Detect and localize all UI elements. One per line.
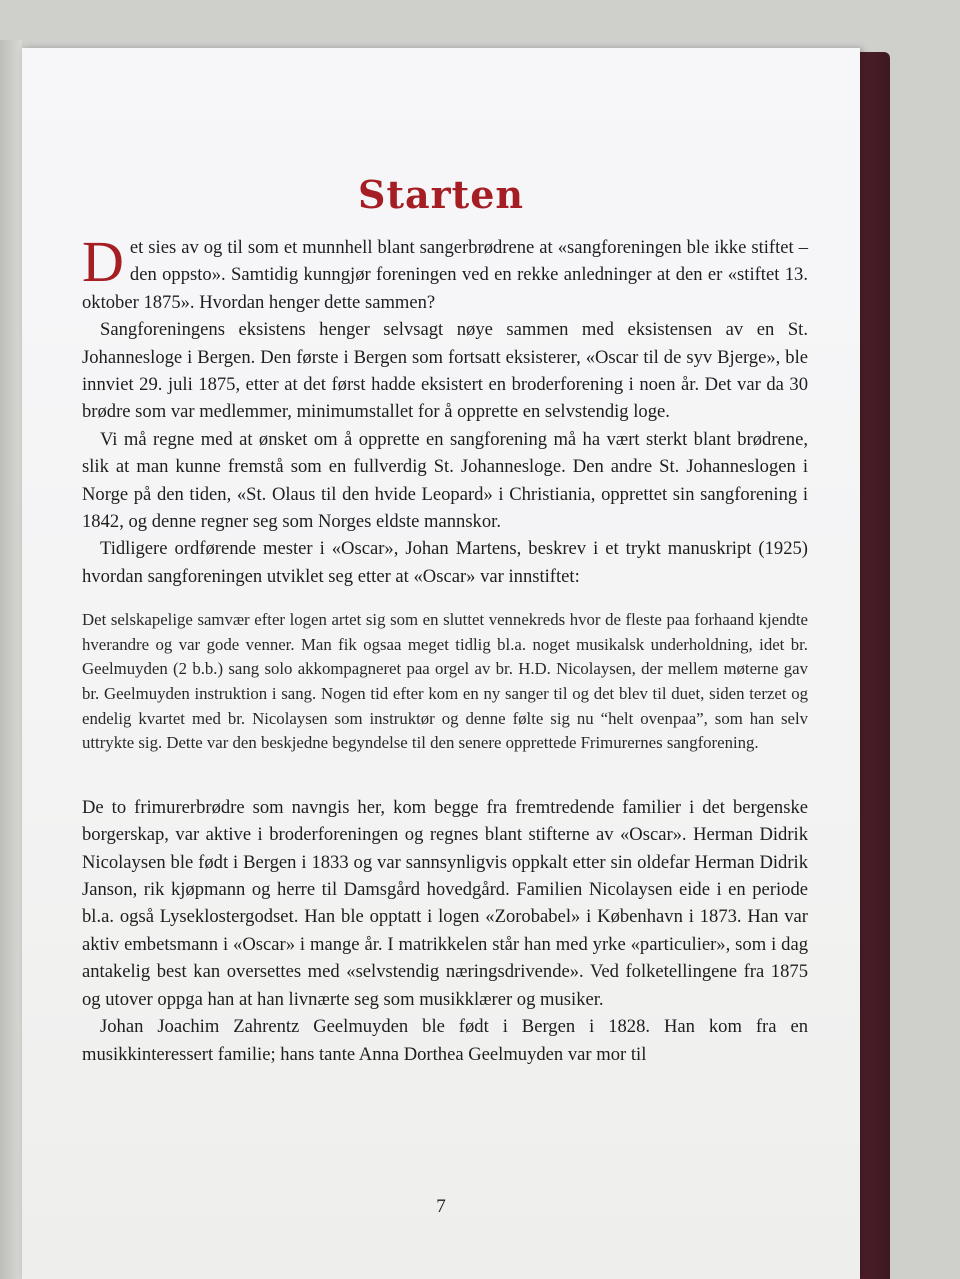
block-quote: Det selskapelige samvær efter logen artet sig som en sluttet vennekreds hvor de fleste paa forhaand kjendte hverandre og var gode venner. Man fik ogsaa meget tidlig bl.a. noget musikalsk underholdning, idet br. Geelmuyden (2 b.b.) sang solo akkompagneret paa orgel av br. H.D. Nicolaysen, der mellem møterne gav br. Geelmuyden instruktion i sang. Nogen tid efter kom en ny sanger til og det blev til duet, siden terzet og endelig kvartet med br. Nicolaysen som instruktør og denne følte sig nu “helt ovenpaa”, som han selv uttrykte sig. Dette var den beskjedne begyndelse til den senere opprettede Frimurernes sangforening. — [82, 610, 808, 753]
paragraph-5: De to frimurerbrødre som navngis her, kom begge fra fremtredende familier i det bergenske borgerskap, var aktive i broderforeningen og regnes blant stifterne av «Oscar». Herman Didrik Nicolaysen ble født i Bergen i 1833 og var sannsynligvis oppkalt etter sin oldefar Herman Didrik Janson, rik kjøpmann og herre til Damsgård hovedgård. Familien Nicolaysen eide i en periode bl.a. også Lyseklostergodset. Han ble opptatt i logen «Zorobabel» i København i 1873. Han var aktiv embetsmann i «Oscar» i mange år. I matrikkelen står han med yrke «particulier», som i dag antakelig best kan oversettes med «selvstendig næringsdrivende». Ved folketellingene fra 1875 og utover oppga han at han livnærte seg som musikklærer og musiker. — [82, 796, 808, 1010]
paragraph-2: Sangforeningens eksistens henger selvsagt nøye sammen med eksistensen av en St. Johannesloge i Bergen. Den første i Bergen som fortsatt eksisterer, «Oscar til de syv Bjerge», ble innviet 29. juli 1875, etter at det først hadde eksistert en broderforening i noen år. Det var da 30 brødre som var medlemmer, minimumstallet for å opprette en selvstendig loge. — [82, 319, 808, 423]
page-number: 7 — [436, 1196, 446, 1217]
chapter-title: Starten — [358, 172, 524, 217]
facing-page-edge — [0, 40, 22, 1279]
paragraph-1 — [82, 229, 808, 316]
book-page — [22, 48, 860, 1279]
drop-cap: D — [82, 229, 124, 294]
paragraph-4: Tidligere ordførende mester i «Oscar», Johan Martens, beskrev i et trykt manuskript (1925) hvordan sangforeningen utviklet seg etter at «Oscar» var innstiftet: — [82, 538, 808, 587]
paragraph-6: Johan Joachim Zahrentz Geelmuyden ble født i Bergen i 1828. Han kom fra en musikkinteressert familie; hans tante Anna Dorthea Geelmuyden var mor til — [82, 1016, 808, 1065]
body-text — [82, 229, 808, 1068]
paragraph-3: Vi må regne med at ønsket om å opprette en sangforening må ha vært sterkt blant brødrene, slik at man kunne fremstå som en fullverdig St. Johannesloge. Den andre St. Johanneslogen i Norge på den tiden, «St. Olaus til den hvide Leopard» i Christiania, opprettet sin sangforening i 1842, og denne regner seg som Norges eldste mannskor. — [82, 428, 808, 533]
paragraph-1-text: et sies av og til som et munnhell blant sangerbrødrene at «sangforeningen ble ikke stiftet – den oppsto». Samtidig kunngjør foreningen ved en rekke anledninger at den er «stiftet 13. oktober 1875». Hvordan henger dette sammen? — [82, 237, 808, 313]
